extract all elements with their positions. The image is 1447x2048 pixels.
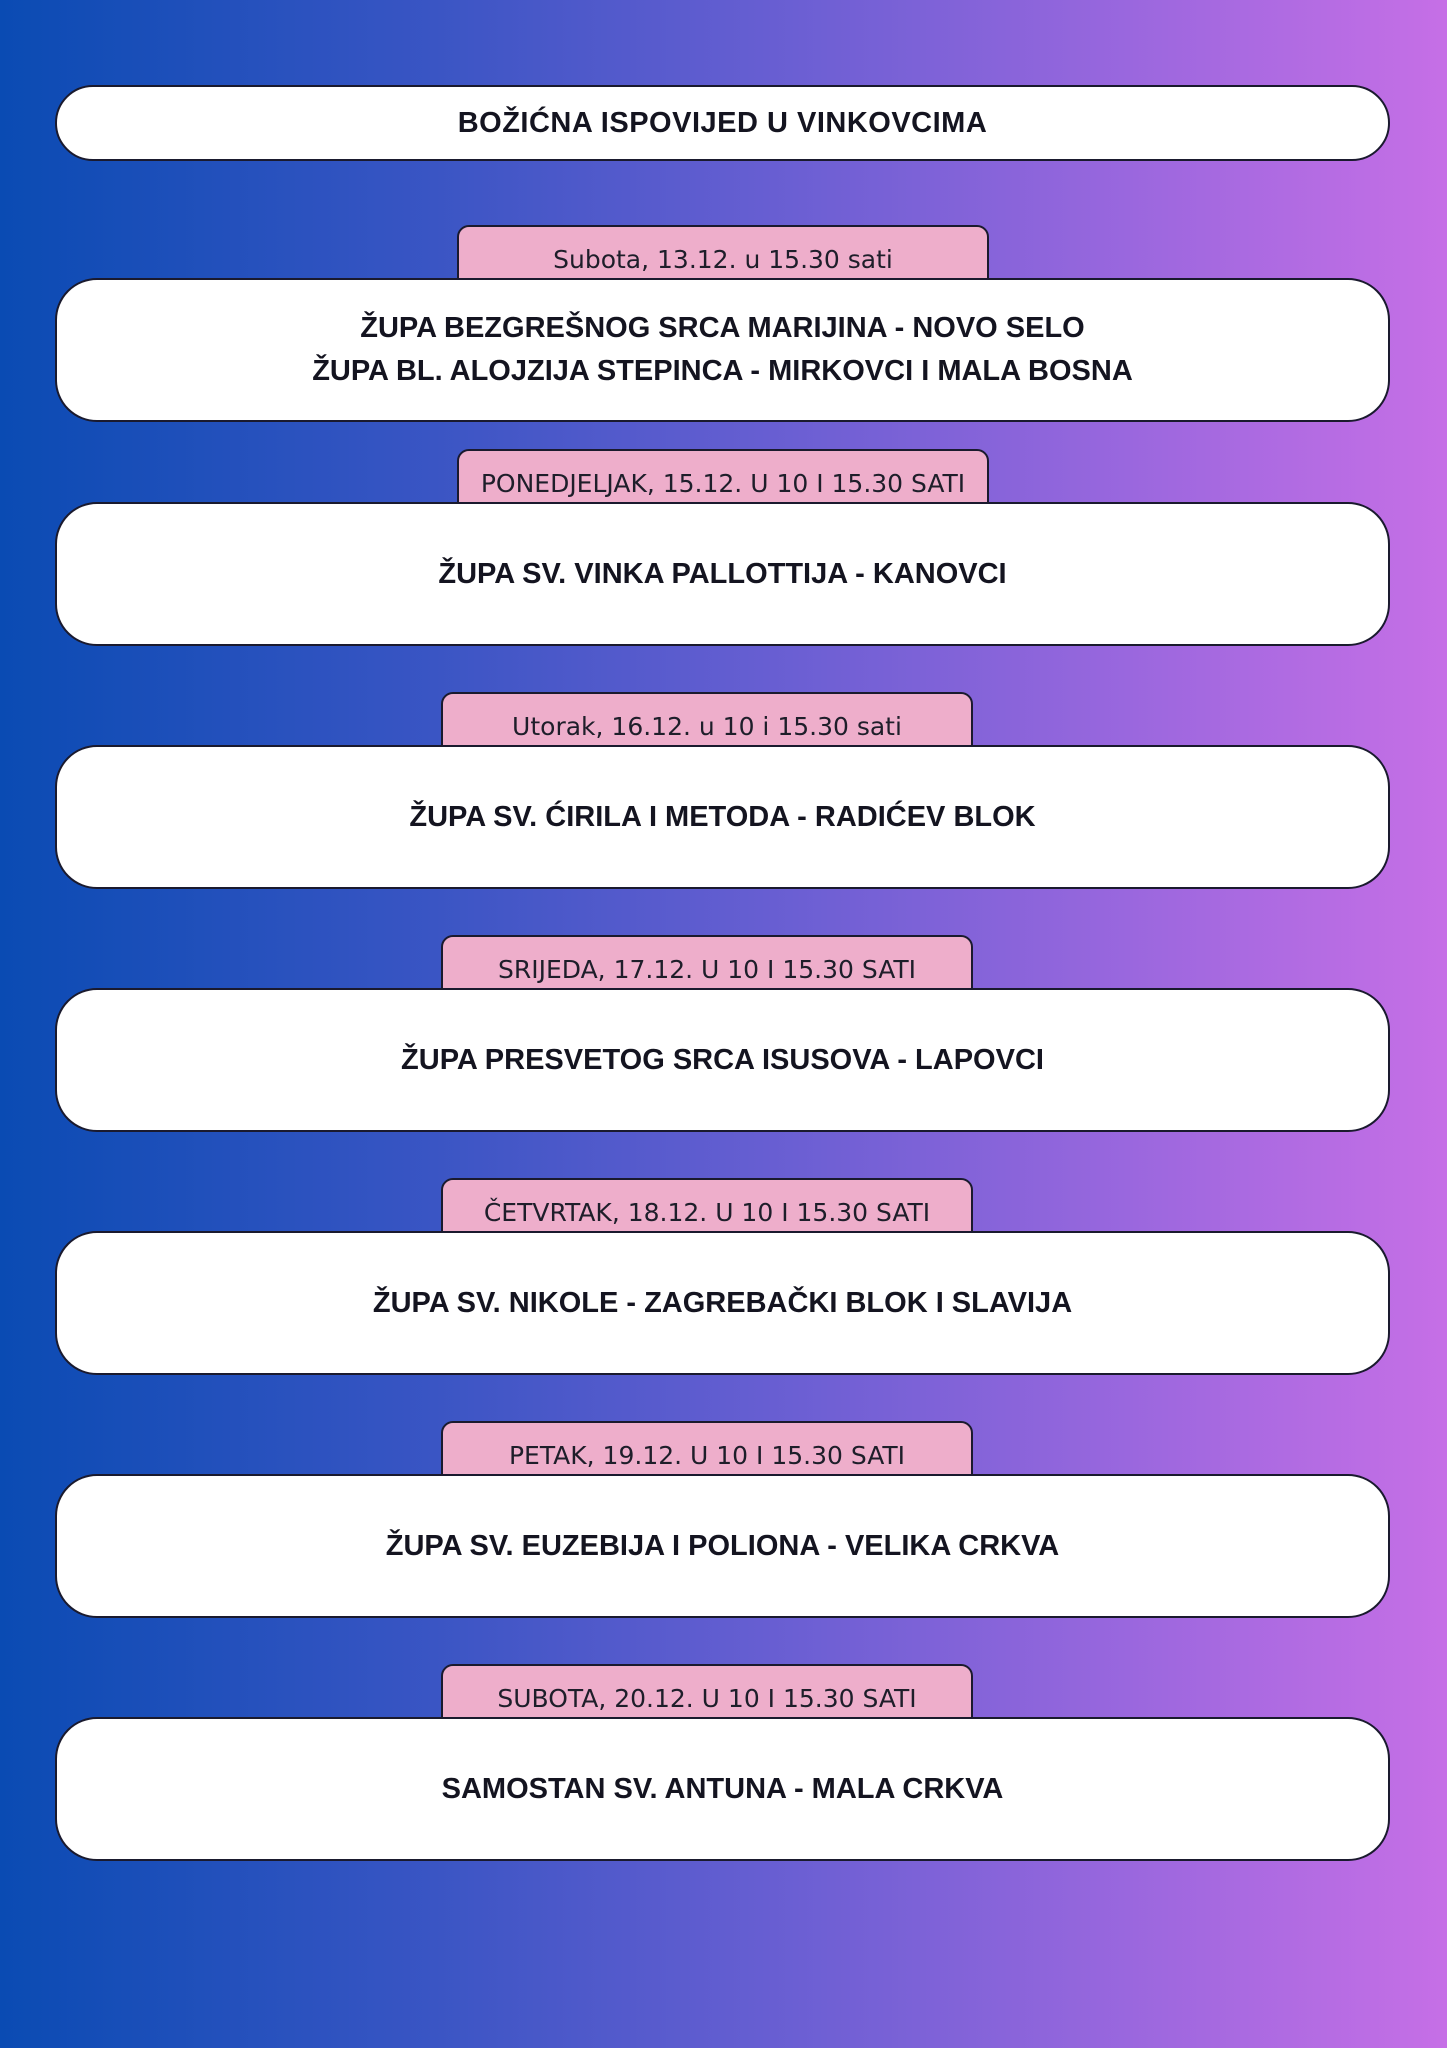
parish-box [55,988,1390,1132]
parish-box [55,745,1390,889]
date-label: SUBOTA, 20.12. U 10 I 15.30 SATI [441,1664,973,1732]
page-title: BOŽIĆNA ISPOVIJED U VINKOVCIMA [55,85,1390,161]
parish-box [55,1717,1390,1861]
parish-name: ŽUPA PRESVETOG SRCA ISUSOVA - LAPOVCI [401,1043,1044,1076]
parish-name: ŽUPA SV. VINKA PALLOTTIJA - KANOVCI [438,557,1007,590]
parish-box [55,1474,1390,1618]
parish-name: ŽUPA BEZGREŠNOG SRCA MARIJINA - NOVO SELO [360,312,1085,344]
parish-box [55,278,1390,422]
date-label: PONEDJELJAK, 15.12. U 10 I 15.30 SATI [457,449,989,517]
parish-name: SAMOSTAN SV. ANTUNA - MALA CRKVA [441,1772,1004,1805]
parish-name: ŽUPA BL. ALOJZIJA STEPINCA - MIRKOVCI I MALA BOSNA [312,355,1133,387]
date-label: SRIJEDA, 17.12. U 10 I 15.30 SATI [441,935,973,1003]
parish-name: ŽUPA SV. NIKOLE - ZAGREBAČKI BLOK I SLAVIJA [372,1286,1073,1319]
parish-box [55,502,1390,646]
date-label: PETAK, 19.12. U 10 I 15.30 SATI [441,1421,973,1489]
date-label: Utorak, 16.12. u 10 i 15.30 sati [441,692,973,760]
parish-name: ŽUPA SV. ĆIRILA I METODA - RADIĆEV BLOK [409,800,1036,833]
date-label: ČETVRTAK, 18.12. U 10 I 15.30 SATI [441,1178,973,1246]
parish-name: ŽUPA SV. EUZEBIJA I POLIONA - VELIKA CRKVA [385,1529,1060,1562]
parish-box [55,1231,1390,1375]
date-label: Subota, 13.12. u 15.30 sati [457,225,989,293]
